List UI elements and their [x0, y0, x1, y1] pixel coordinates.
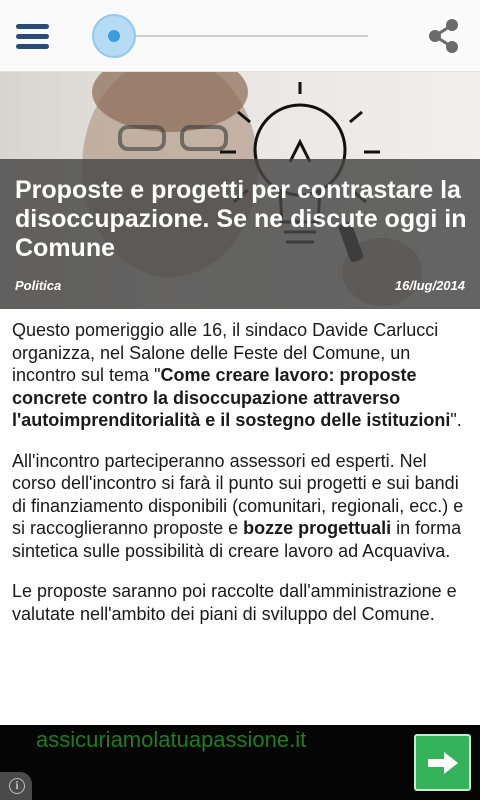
slider-track: [114, 35, 368, 37]
info-icon[interactable]: [0, 772, 32, 800]
article-body: [12, 319, 470, 643]
paragraph-text: in forma sintetica sulle possibilità di creare lavoro ad Acquaviva.: [12, 518, 462, 561]
paragraph-bold-text: bozze progettuali: [243, 518, 392, 538]
article-paragraph-1: [12, 319, 470, 432]
reading-progress-slider[interactable]: [92, 14, 368, 58]
ad-text[interactable]: assicuriamolatuapassione.it: [36, 727, 307, 752]
share-icon[interactable]: [424, 16, 464, 56]
info-glyph: i: [9, 778, 25, 794]
article-category[interactable]: Politica: [15, 278, 62, 293]
arrow-right-icon[interactable]: [414, 734, 471, 791]
slider-thumb[interactable]: [92, 14, 136, 58]
hamburger-menu-icon[interactable]: [16, 18, 56, 54]
paragraph-bold-text: Come creare lavoro: proposte concrete contro la disoccupazione attraverso l'autoimprenditorialità e il sostegno delle istituzioni: [12, 365, 451, 430]
ad-banner[interactable]: [0, 725, 480, 800]
article-paragraph-3: Le proposte saranno poi raccolte dall'amministrazione e valutate nell'ambito dei piani di sviluppo del Comune.: [12, 581, 457, 624]
article-hero: [0, 72, 480, 309]
top-toolbar: [0, 0, 480, 72]
paragraph-text: Questo pomeriggio alle 16, il sindaco Davide Carlucci organizza, nel Salone delle Feste del Comune, un incontro sul tema ": [12, 320, 439, 385]
paragraph-text: All'incontro parteciperanno assessori ed esperti. Nel corso dell'incontro si farà il punto sui progetti e sui bandi di finanziamento disponibili (comunitari, regionali, ecc.) e si raccoglieranno proposte e: [12, 450, 464, 538]
article-date: 16/lug/2014: [394, 278, 465, 293]
article-paragraph-2: [12, 450, 470, 563]
paragraph-text: ".: [450, 410, 462, 430]
article-title: Proposte e progetti per contrastare la disoccupazione. Se ne discute oggi in Comune: [15, 176, 467, 262]
